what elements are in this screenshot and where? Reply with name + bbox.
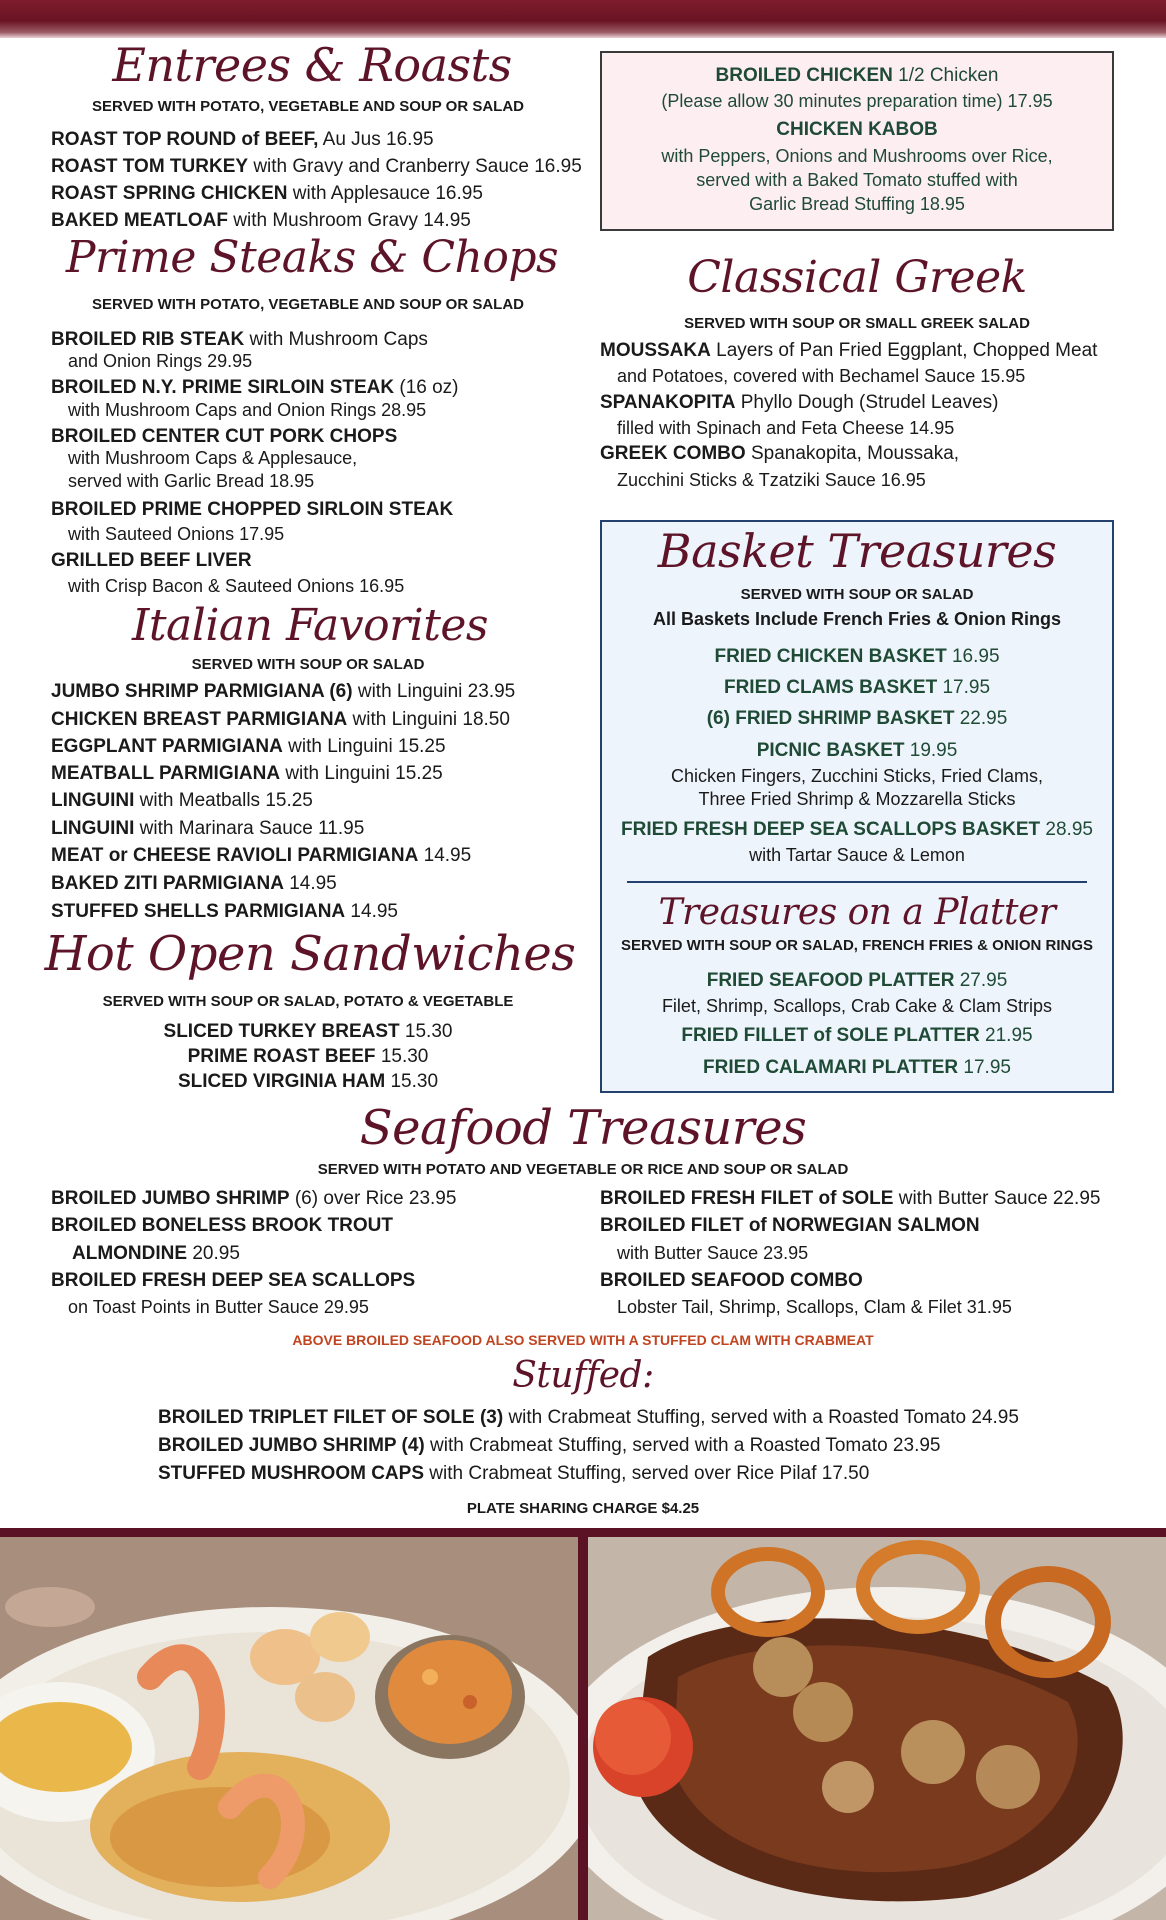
basket-title: Basket Treasures: [657, 524, 1057, 578]
menu-item: MOUSSAKA Layers of Pan Fried Eggplant, Chopped Meat: [600, 340, 1098, 361]
menu-item: BAKED MEATLOAF with Mushroom Gravy 14.95: [51, 210, 471, 231]
menu-item: BROILED PRIME CHOPPED SIRLOIN STEAK: [51, 499, 454, 520]
entrees-subtitle: SERVED WITH POTATO, VEGETABLE AND SOUP OR SALAD: [92, 98, 524, 115]
menu-item: BROILED CENTER CUT PORK CHOPS: [51, 426, 398, 447]
seafood-platter-photo: [0, 1537, 578, 1920]
menu-item: LINGUINI with Marinara Sauce 11.95: [51, 818, 365, 839]
menu-item: MEATBALL PARMIGIANA with Linguini 15.25: [51, 763, 443, 784]
menu-item: LINGUINI with Meatballs 15.25: [51, 790, 313, 811]
menu-item: GRILLED BEEF LIVER: [51, 550, 252, 571]
plate-sharing-charge: PLATE SHARING CHARGE $4.25: [466, 1500, 700, 1517]
seafood-title: Seafood Treasures: [359, 1100, 807, 1156]
platter-title: Treasures on a Platter: [658, 892, 1056, 933]
menu-item-detail: served with Garlic Bread 18.95: [68, 471, 315, 491]
menu-item-detail: and Potatoes, covered with Bechamel Sauce 15.95: [617, 366, 1026, 386]
menu-item-detail: with Mushroom Caps and Onion Rings 28.95: [68, 400, 427, 420]
italian-subtitle: SERVED WITH SOUP OR SALAD: [191, 656, 425, 673]
menu-item: FRIED CALAMARI PLATTER 17.95: [703, 1057, 1011, 1078]
menu-item-detail: Lobster Tail, Shrimp, Scallops, Clam & Filet 31.95: [617, 1297, 1012, 1317]
seafood-photo-illustration: [0, 1537, 578, 1920]
menu-item-detail: Garlic Bread Stuffing 18.95: [749, 194, 965, 214]
menu-item: BROILED JUMBO SHRIMP (4) with Crabmeat Stuffing, served with a Roasted Tomato 23.95: [158, 1435, 941, 1456]
menu-item: EGGPLANT PARMIGIANA with Linguini 15.25: [51, 736, 446, 757]
menu-item: PICNIC BASKET 19.95: [756, 740, 958, 761]
stuffed-title: Stuffed:: [512, 1355, 654, 1396]
menu-item: BROILED TRIPLET FILET OF SOLE (3) with Crabmeat Stuffing, served with a Roasted Tomato 24.95: [158, 1407, 1019, 1428]
menu-item: MEAT or CHEESE RAVIOLI PARMIGIANA 14.95: [51, 845, 472, 866]
menu-item: BROILED BONELESS BROOK TROUT: [51, 1215, 394, 1236]
italian-title: Italian Favorites: [131, 600, 489, 651]
menu-item: FRIED FRESH DEEP SEA SCALLOPS BASKET 28.95: [621, 819, 1093, 840]
sandwiches-subtitle: SERVED WITH SOUP OR SALAD, POTATO & VEGETABLE: [102, 993, 514, 1010]
divider: [627, 881, 1087, 883]
menu-item: SLICED VIRGINIA HAM 15.30: [177, 1071, 439, 1092]
menu-item-detail: with Butter Sauce 23.95: [617, 1243, 809, 1263]
steaks-title: Prime Steaks & Chops: [65, 232, 559, 283]
steak-plate-photo: [588, 1537, 1166, 1920]
menu-item-detail: with Mushroom Caps & Applesauce,: [68, 448, 358, 468]
basket-note: All Baskets Include French Fries & Onion Rings: [652, 609, 1062, 629]
menu-item: CHICKEN KABOB: [776, 119, 938, 140]
menu-item: ROAST TOM TURKEY with Gravy and Cranberry Sauce 16.95: [51, 156, 582, 177]
menu-item: BAKED ZITI PARMIGIANA 14.95: [51, 873, 337, 894]
entrees-title: Entrees & Roasts: [112, 38, 512, 92]
menu-item-detail: (Please allow 30 minutes preparation time) 17.95: [661, 91, 1053, 111]
menu-item: ROAST SPRING CHICKEN with Applesauce 16.95: [51, 183, 483, 204]
menu-item: BROILED N.Y. PRIME SIRLOIN STEAK (16 oz): [51, 377, 459, 398]
menu-item-detail: and Onion Rings 29.95: [68, 351, 253, 371]
menu-item: GREEK COMBO Spanakopita, Moussaka,: [600, 443, 960, 464]
menu-item: SLICED TURKEY BREAST 15.30: [163, 1021, 453, 1042]
menu-item-detail: Chicken Fingers, Zucchini Sticks, Fried Clams,: [670, 766, 1044, 786]
menu-item: BROILED SEAFOOD COMBO: [600, 1270, 863, 1291]
greek-subtitle: SERVED WITH SOUP OR SMALL GREEK SALAD: [684, 315, 1030, 332]
menu-item: BROILED FILET of NORWEGIAN SALMON: [600, 1215, 980, 1236]
menu-item: CHICKEN BREAST PARMIGIANA with Linguini 18.50: [51, 709, 510, 730]
menu-item-detail: with Tartar Sauce & Lemon: [749, 845, 965, 865]
menu-item-detail: Filet, Shrimp, Scallops, Crab Cake & Clam Strips: [661, 996, 1053, 1016]
menu-item: ROAST TOP ROUND of BEEF, Au Jus 16.95: [51, 129, 434, 150]
menu-item: BROILED FRESH DEEP SEA SCALLOPS: [51, 1270, 416, 1291]
menu-item: SPANAKOPITA Phyllo Dough (Strudel Leaves): [600, 392, 999, 413]
menu-item: FRIED CLAMS BASKET 17.95: [723, 677, 991, 698]
menu-item: JUMBO SHRIMP PARMIGIANA (6) with Linguini 23.95: [51, 681, 516, 702]
menu-item: ALMONDINE 20.95: [72, 1243, 240, 1264]
platter-subtitle: SERVED WITH SOUP OR SALAD, FRENCH FRIES & ONION RINGS: [621, 937, 1093, 954]
menu-item-detail: served with a Baked Tomato stuffed with: [696, 170, 1018, 190]
menu-item: FRIED SEAFOOD PLATTER 27.95: [706, 970, 1008, 991]
menu-item-detail: with Sauteed Onions 17.95: [68, 524, 285, 544]
menu-item: FRIED CHICKEN BASKET 16.95: [714, 646, 1000, 667]
menu-item: STUFFED MUSHROOM CAPS with Crabmeat Stuffing, served over Rice Pilaf 17.50: [158, 1463, 870, 1484]
menu-item: BROILED JUMBO SHRIMP (6) over Rice 23.95: [51, 1188, 457, 1209]
steaks-subtitle: SERVED WITH POTATO, VEGETABLE AND SOUP OR SALAD: [92, 296, 524, 313]
menu-item-detail: filled with Spinach and Feta Cheese 14.95: [617, 418, 955, 438]
menu-item-detail: with Peppers, Onions and Mushrooms over Rice,: [661, 146, 1053, 166]
seafood-note: ABOVE BROILED SEAFOOD ALSO SERVED WITH A STUFFED CLAM WITH CRABMEAT: [292, 1332, 874, 1348]
menu-item: BROILED RIB STEAK with Mushroom Caps: [51, 329, 428, 350]
menu-item-detail: on Toast Points in Butter Sauce 29.95: [68, 1297, 369, 1317]
basket-subtitle: SERVED WITH SOUP OR SALAD: [740, 586, 974, 603]
steak-photo-illustration: [588, 1537, 1166, 1920]
menu-item: STUFFED SHELLS PARMIGIANA 14.95: [51, 901, 398, 922]
top-banner: [0, 0, 1166, 38]
seafood-subtitle: SERVED WITH POTATO AND VEGETABLE OR RICE AND SOUP OR SALAD: [317, 1161, 849, 1178]
menu-item-detail: Three Fried Shrimp & Mozzarella Sticks: [698, 789, 1016, 809]
menu-item: PRIME ROAST BEEF 15.30: [187, 1046, 429, 1067]
menu-item: FRIED FILLET of SOLE PLATTER 21.95: [681, 1025, 1033, 1046]
menu-item-detail: Zucchini Sticks & Tzatziki Sauce 16.95: [617, 470, 926, 490]
menu-item: BROILED CHICKEN 1/2 Chicken: [715, 65, 999, 86]
menu-item: (6) FRIED SHRIMP BASKET 22.95: [706, 708, 1008, 729]
menu-item-detail: with Crisp Bacon & Sauteed Onions 16.95: [68, 576, 405, 596]
sandwiches-title: Hot Open Sandwiches: [44, 926, 576, 982]
menu-item: BROILED FRESH FILET of SOLE with Butter Sauce 22.95: [600, 1188, 1101, 1209]
greek-title: Classical Greek: [687, 252, 1027, 303]
